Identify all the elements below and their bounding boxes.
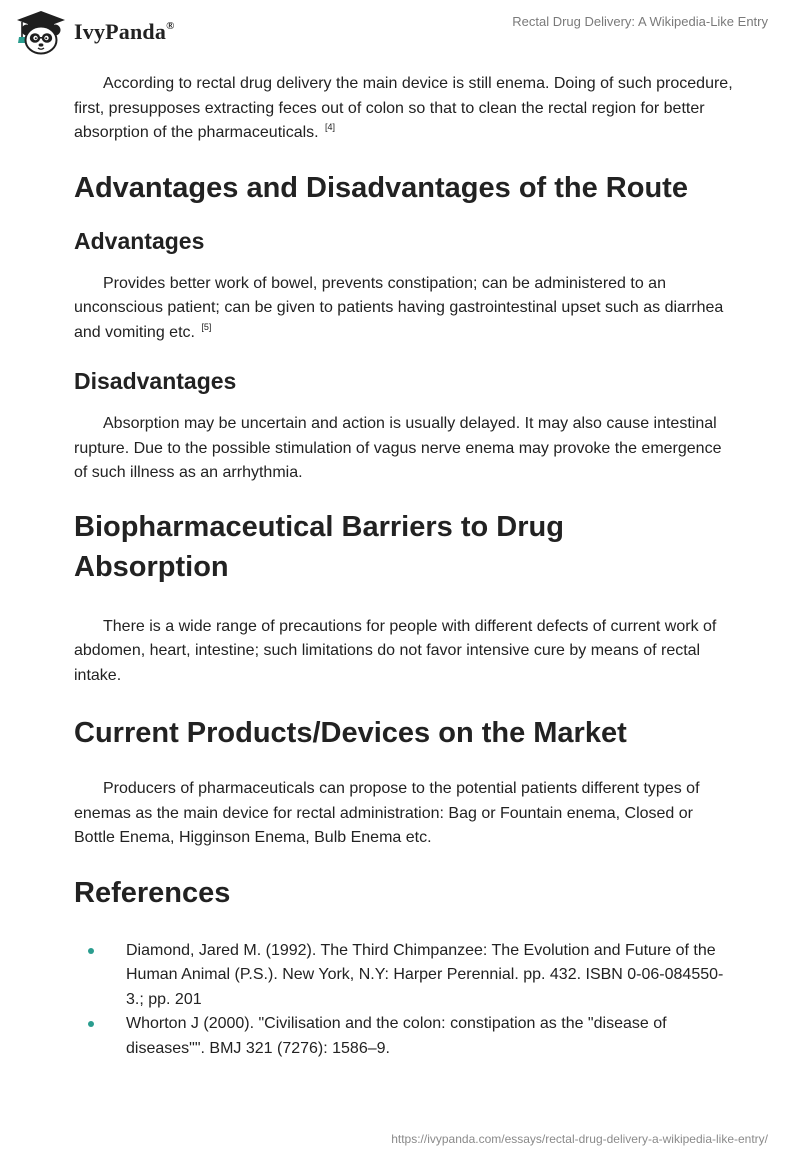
article-body	[74, 70, 734, 1061]
subsection-heading-disadvantages: Disadvantages	[74, 368, 237, 394]
products-paragraph: Producers of pharmaceuticals can propose to the potential patients different types of enemas as the main device for rectal administration: Bag or Fountain enema, Closed or Bottle Enema, Higginson Enema, Bulb Enema etc.	[74, 780, 700, 846]
section-heading-references: References	[74, 876, 231, 909]
section-heading-advantages-disadvantages: Advantages and Disadvantages of the Route	[74, 171, 688, 204]
intro-paragraph: According to rectal drug delivery the main device is still enema. Doing of such procedure, first, presupposes extracting feces out of colon so that to clean the rectal region for better absorption of the pharmaceuticals. [4]	[74, 75, 733, 141]
page-header	[0, 0, 800, 70]
subsection-heading-advantages: Advantages	[74, 227, 205, 254]
reference-item	[74, 939, 734, 1013]
logo-wordmark: IvyPanda®	[74, 19, 175, 44]
section-heading-barriers: Biopharmaceutical Barriers to Drug Absorption	[74, 510, 564, 583]
document-title: Rectal Drug Delivery: A Wikipedia-Like Entry	[512, 14, 768, 29]
citation-link[interactable]: [4]	[325, 122, 336, 132]
citation-link[interactable]: [5]	[201, 321, 212, 332]
ivypanda-logo[interactable]	[14, 9, 175, 55]
source-url[interactable]: https://ivypanda.com/essays/rectal-drug-delivery-a-wikipedia-like-entry/	[391, 1132, 768, 1146]
bullet-icon	[88, 948, 94, 954]
bullet-icon	[88, 1021, 94, 1027]
section-heading-products: Current Products/Devices on the Market	[74, 717, 627, 749]
advantages-paragraph: Provides better work of bowel, prevents constipation; can be administered to an unconscious patient; can be given to patients having gastrointestinal upset such as diarrhea and vomiting etc. [5]	[74, 274, 724, 341]
barriers-paragraph: There is a wide range of precautions for people with different defects of current work of abdomen, heart, intestine; such limitations do not favor intensive cure by means of rectal intake.	[74, 617, 717, 684]
reference-item	[74, 1012, 734, 1061]
reference-text: Whorton J (2000). "Civilisation and the colon: constipation as the "disease of diseases"". BMJ 321 (7276): 1586–9.	[126, 1015, 667, 1057]
disadvantages-paragraph: Absorption may be uncertain and action is usually delayed. It may also cause intestinal rupture. Due to the possible stimulation of vagus nerve enema may provoke the emergence of such illness as an arrhythmia.	[74, 415, 722, 481]
references-list	[74, 939, 734, 1062]
reference-text: Diamond, Jared M. (1992). The Third Chimpanzee: The Evolution and Future of the Human Animal (P.S.). New York, N.Y: Harper Perennial. pp. 432. ISBN 0-06-084550-3.; pp. 201	[126, 941, 724, 1008]
panda-graduate-icon	[14, 9, 68, 55]
